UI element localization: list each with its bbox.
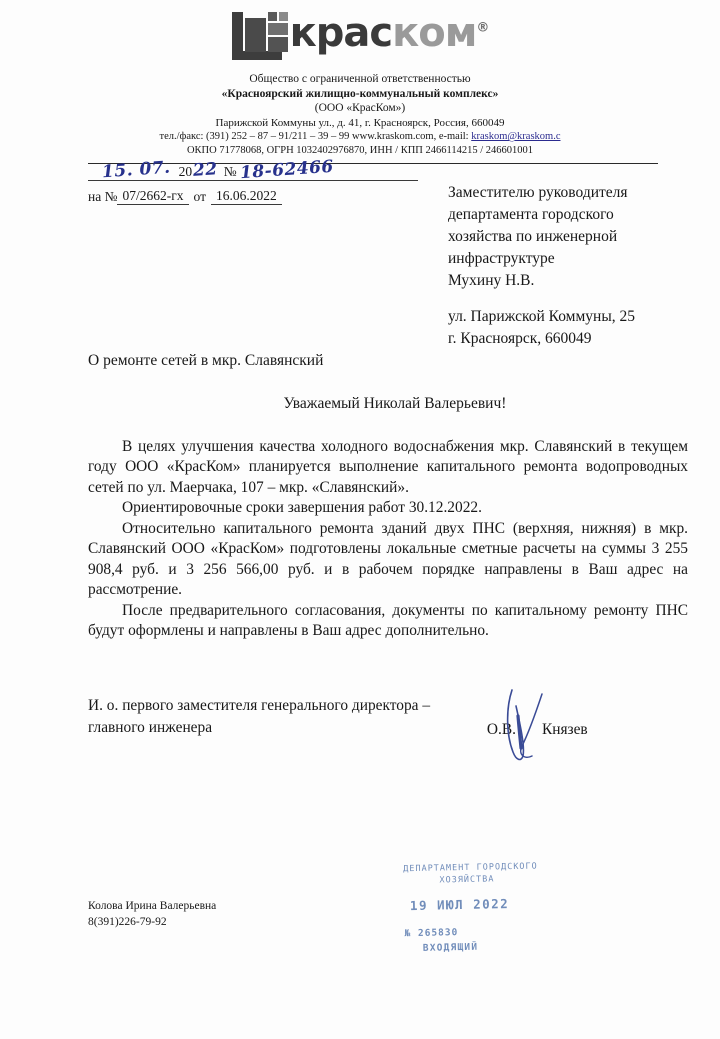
org-form: Общество с ограниченной ответственностью xyxy=(249,73,471,85)
body-paragraph-3: Относительно капитального ремонта зданий двух ПНС (верхняя, нижняя) в мкр. Славянский ООО «КрасКом» подготовлены локальные сметные расчеты на суммы 3 255 908,4 руб. и 3 256 566,00 руб. и в рабочем порядке направлены в Ваш адрес на рассмотрение. xyxy=(88,519,688,599)
addressee-line-1: Заместителю руководителя xyxy=(448,184,628,201)
signatory-initials: О.В. xyxy=(486,721,516,738)
signatory-surname: Князев xyxy=(541,721,588,738)
body-paragraph-1: В целях улучшения качества холодного водоснабжения мкр. Славянский в текущем году ООО «КрасКом» планируется выполнение капитального ремонта водопроводных сетей по ул. Маерчака, 107 – мкр. «Славянский». xyxy=(88,438,688,496)
logo-word-light: ком xyxy=(392,10,477,56)
org-short-name: (ООО «КрасКом») xyxy=(314,102,406,115)
registered-trademark-icon: ® xyxy=(476,20,489,36)
body-paragraph-4: После предварительного согласования, документы по капитальному ремонту ПНС будут оформлены и направлены в Ваш адрес дополнительно. xyxy=(88,601,688,640)
year-prefix: 20 xyxy=(178,164,193,179)
reply-to-date: 16.06.2022 xyxy=(211,188,282,205)
outgoing-reference-row xyxy=(88,156,418,184)
addressee-name: Мухину Н.В. xyxy=(448,272,535,289)
stamp-number: № 265830 xyxy=(404,927,459,940)
letter-body xyxy=(88,437,688,642)
org-email-link[interactable]: kraskom@kraskom.c xyxy=(471,131,561,143)
organization-details xyxy=(0,72,720,157)
incoming-stamp xyxy=(403,860,620,954)
org-registration-codes: ОКПО 71778068, ОГРН 1032402976870, ИНН / КПП 2466114215 / 246601001 xyxy=(186,144,534,156)
executor-contact xyxy=(88,898,216,931)
signatory-title xyxy=(88,695,483,738)
reply-reference-row xyxy=(88,184,418,205)
logo-word-dark: крас xyxy=(289,10,393,56)
addressee-line-2: департамента городского xyxy=(448,206,614,223)
number-label: № xyxy=(223,164,237,179)
addressee-street: ул. Парижской Коммуны, 25 xyxy=(448,308,635,325)
addressee-block xyxy=(448,182,710,350)
letterhead xyxy=(0,0,720,164)
stamp-department-line-2: ХОЗЯЙСТВА xyxy=(439,874,495,886)
body-paragraph-2: Ориентировочные сроки завершения работ 30.12.2022. xyxy=(122,499,482,517)
signature-block xyxy=(88,695,688,741)
signatory-title-line-1: И. о. первого заместителя генерального директора – xyxy=(88,697,431,714)
reference-block xyxy=(88,156,418,205)
addressee-city: г. Красноярск, 660049 xyxy=(448,330,592,347)
stamp-date: 19 ИЮЛ 2022 xyxy=(409,896,510,914)
org-contacts xyxy=(0,130,720,143)
addressee-line-4: инфраструктуре xyxy=(448,250,555,267)
addressee-line-3: хозяйства по инженерной xyxy=(448,228,618,245)
reply-from-label: от xyxy=(193,189,207,204)
reply-to-label: на № xyxy=(88,189,118,204)
signatory-title-line-2: главного инженера xyxy=(88,718,213,736)
logo-wordmark xyxy=(290,8,489,58)
year-handwritten: 22 xyxy=(192,159,219,181)
org-address: Парижской Коммуны ул., д. 41, г. Красноярск, Россия, 660049 xyxy=(215,117,505,130)
signatory-name xyxy=(487,695,588,741)
stamp-incoming-label: ВХОДЯЩИЙ xyxy=(422,941,479,954)
outgoing-date-handwritten: 15. 07. xyxy=(101,157,172,183)
letter-subject: О ремонте сетей в мкр. Славянский xyxy=(88,352,324,369)
org-contacts-text: тел./факс: (391) 252 – 87 – 91/211 – 39 – 99 www.kraskom.com, e-mail: xyxy=(159,131,472,143)
outgoing-number-handwritten: 18-62466 xyxy=(239,156,335,184)
executor-phone: 8(391)226-79-92 xyxy=(88,916,167,929)
executor-name: Колова Ирина Валерьевна xyxy=(88,900,217,912)
reply-to-number: 07/2662-гх xyxy=(117,188,188,205)
kraskom-blocks-logo-icon xyxy=(232,10,288,60)
salutation: Уважаемый Николай Валерьевич! xyxy=(283,395,507,412)
org-full-name: «Красноярский жилищно-коммунальный комплекс» xyxy=(221,87,499,100)
company-logo xyxy=(0,8,720,68)
stamp-department-line: ДЕПАРТАМЕНТ ГОРОДСКОГО xyxy=(403,861,538,875)
